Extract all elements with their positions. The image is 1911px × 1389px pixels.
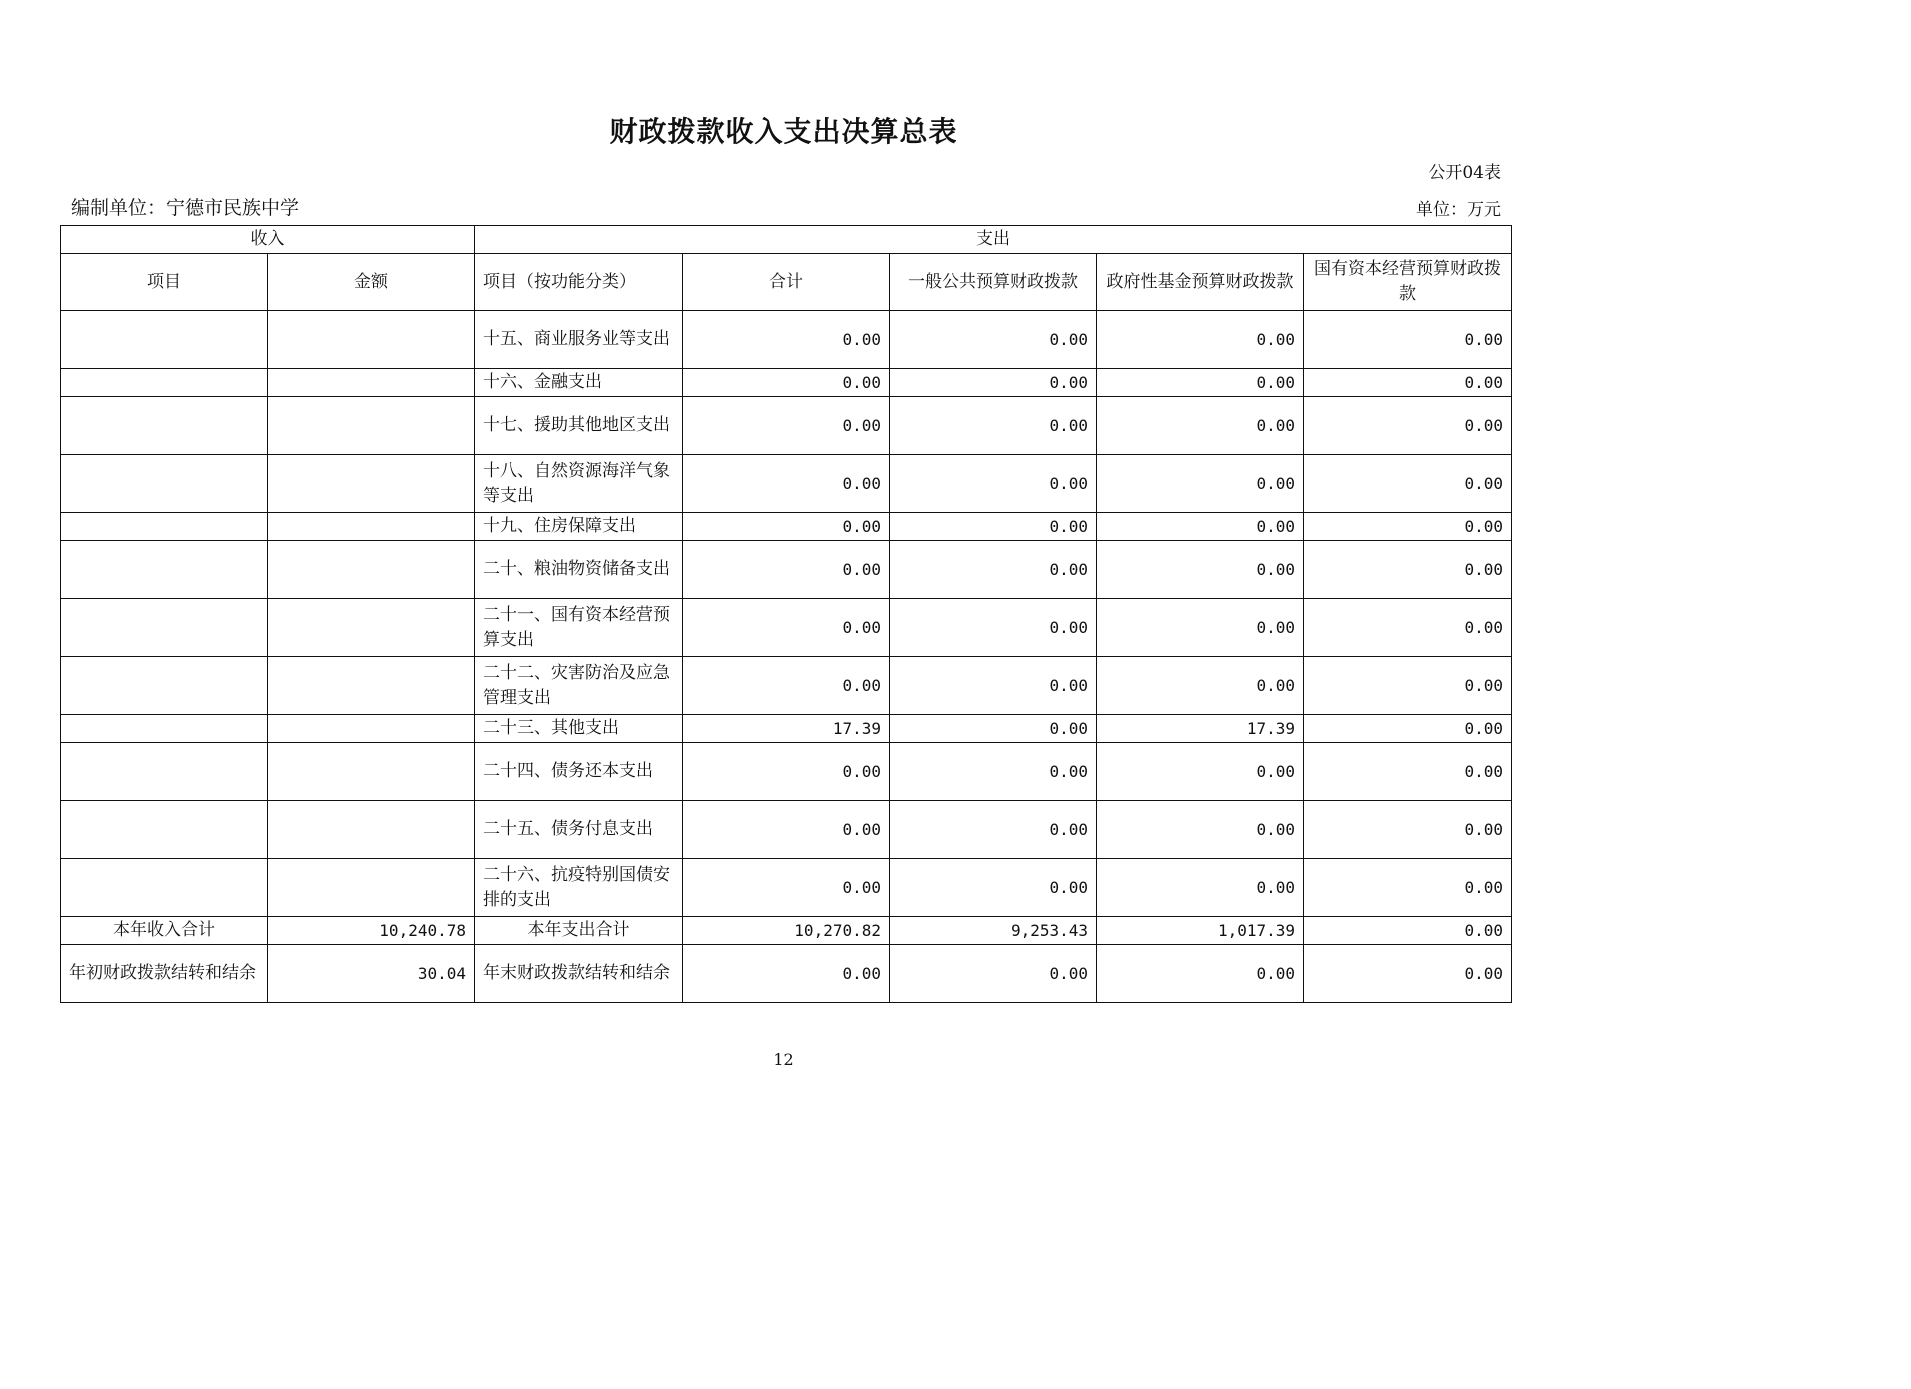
general-cell: 0.00 [890,455,1097,513]
income-amount-cell [268,743,475,801]
state-cell: 0.00 [1304,513,1512,541]
income-item-cell [61,599,268,657]
expense-item-cell: 十五、商业服务业等支出 [475,311,683,369]
expense-item-cell: 二十、粮油物资储备支出 [475,541,683,599]
table-row [61,599,1512,657]
expense-item-cell: 十八、自然资源海洋气象等支出 [475,455,683,513]
state-cell: 0.00 [1304,917,1512,945]
expense-item-cell: 二十一、国有资本经营预算支出 [475,599,683,657]
fund-cell: 0.00 [1097,311,1304,369]
fund-cell: 0.00 [1097,743,1304,801]
state-cell: 0.00 [1304,859,1512,917]
page-title: 财政拨款收入支出决算总表 [609,115,958,148]
expense-item-cell: 十六、金融支出 [475,369,683,397]
state-cell: 0.00 [1304,541,1512,599]
unit-label: 单位：万元 [1416,200,1501,220]
table-row [61,513,1512,541]
table-row [61,743,1512,801]
fund-cell: 0.00 [1097,859,1304,917]
total-cell: 0.00 [683,657,890,715]
state-cell: 0.00 [1304,369,1512,397]
fund-cell: 0.00 [1097,541,1304,599]
col-header-item: 项目 [61,254,268,311]
col-header-general: 一般公共预算财政拨款 [890,254,1097,311]
expense-section-header: 支出 [475,226,1512,254]
income-item-cell [61,455,268,513]
total-cell: 0.00 [683,311,890,369]
general-cell: 0.00 [890,859,1097,917]
column-header-row [61,254,1512,311]
general-cell: 0.00 [890,801,1097,859]
general-cell: 0.00 [890,513,1097,541]
income-amount-cell [268,541,475,599]
income-amount-cell [268,715,475,743]
expense-item-cell: 二十三、其他支出 [475,715,683,743]
total-cell: 17.39 [683,715,890,743]
fund-cell: 0.00 [1097,513,1304,541]
income-amount-cell [268,657,475,715]
table-row [61,801,1512,859]
income-balance-label: 年初财政拨款结转和结余 [61,945,268,1003]
org-label: 编制单位：宁德市民族中学 [71,197,300,219]
fund-cell: 0.00 [1097,657,1304,715]
state-cell: 0.00 [1304,801,1512,859]
general-cell: 0.00 [890,541,1097,599]
expense-item-cell: 十九、住房保障支出 [475,513,683,541]
income-amount-cell [268,369,475,397]
fund-cell: 0.00 [1097,945,1304,1003]
table-row [61,859,1512,917]
general-cell: 0.00 [890,715,1097,743]
table-row [61,455,1512,513]
general-cell: 9,253.43 [890,917,1097,945]
income-amount-cell [268,801,475,859]
expense-item-cell: 十七、援助其他地区支出 [475,397,683,455]
total-cell: 0.00 [683,945,890,1003]
total-cell: 0.00 [683,455,890,513]
table-row [61,715,1512,743]
income-amount-cell [268,455,475,513]
fund-cell: 1,017.39 [1097,917,1304,945]
total-cell: 0.00 [683,369,890,397]
fund-cell: 0.00 [1097,397,1304,455]
income-item-cell [61,743,268,801]
total-cell: 0.00 [683,743,890,801]
income-amount-cell [268,397,475,455]
total-cell: 0.00 [683,513,890,541]
state-cell: 0.00 [1304,455,1512,513]
col-header-state: 国有资本经营预算财政拨款 [1304,254,1512,311]
col-header-amount: 金额 [268,254,475,311]
table-code: 公开04表 [1428,163,1501,183]
state-cell: 0.00 [1304,599,1512,657]
total-cell: 0.00 [683,541,890,599]
income-total-label: 本年收入合计 [61,917,268,945]
expense-total-label: 本年支出合计 [475,917,683,945]
balance-row [61,945,1512,1003]
total-cell: 0.00 [683,859,890,917]
col-header-fund: 政府性基金预算财政拨款 [1097,254,1304,311]
table-row [61,657,1512,715]
income-item-cell [61,513,268,541]
fund-cell: 0.00 [1097,599,1304,657]
general-cell: 0.00 [890,369,1097,397]
table-row [61,311,1512,369]
income-item-cell [61,541,268,599]
income-section-header: 收入 [61,226,475,254]
total-cell: 0.00 [683,599,890,657]
total-cell: 10,270.82 [683,917,890,945]
general-cell: 0.00 [890,311,1097,369]
expense-item-cell: 二十六、抗疫特别国债安排的支出 [475,859,683,917]
income-total-amount: 10,240.78 [268,917,475,945]
general-cell: 0.00 [890,599,1097,657]
state-cell: 0.00 [1304,715,1512,743]
state-cell: 0.00 [1304,945,1512,1003]
income-amount-cell [268,599,475,657]
table-row [61,369,1512,397]
income-amount-cell [268,513,475,541]
income-amount-cell [268,311,475,369]
income-item-cell [61,715,268,743]
income-item-cell [61,311,268,369]
income-item-cell [61,801,268,859]
general-cell: 0.00 [890,657,1097,715]
state-cell: 0.00 [1304,743,1512,801]
general-cell: 0.00 [890,397,1097,455]
income-amount-cell [268,859,475,917]
fund-cell: 17.39 [1097,715,1304,743]
expense-item-cell: 二十四、债务还本支出 [475,743,683,801]
budget-table [60,225,1512,1003]
col-header-total: 合计 [683,254,890,311]
fund-cell: 0.00 [1097,369,1304,397]
income-item-cell [61,657,268,715]
income-item-cell [61,859,268,917]
state-cell: 0.00 [1304,311,1512,369]
total-cell: 0.00 [683,801,890,859]
general-cell: 0.00 [890,743,1097,801]
income-item-cell [61,369,268,397]
state-cell: 0.00 [1304,657,1512,715]
income-balance-amount: 30.04 [268,945,475,1003]
page-number: 12 [773,1050,794,1069]
col-header-func-item: 项目（按功能分类） [475,254,683,311]
fund-cell: 0.00 [1097,455,1304,513]
general-cell: 0.00 [890,945,1097,1003]
expense-item-cell: 二十五、债务付息支出 [475,801,683,859]
table-row [61,541,1512,599]
section-header-row [61,226,1512,254]
totals-row [61,917,1512,945]
total-cell: 0.00 [683,397,890,455]
income-item-cell [61,397,268,455]
fund-cell: 0.00 [1097,801,1304,859]
state-cell: 0.00 [1304,397,1512,455]
expense-item-cell: 二十二、灾害防治及应急管理支出 [475,657,683,715]
expense-balance-label: 年末财政拨款结转和结余 [475,945,683,1003]
table-row [61,397,1512,455]
